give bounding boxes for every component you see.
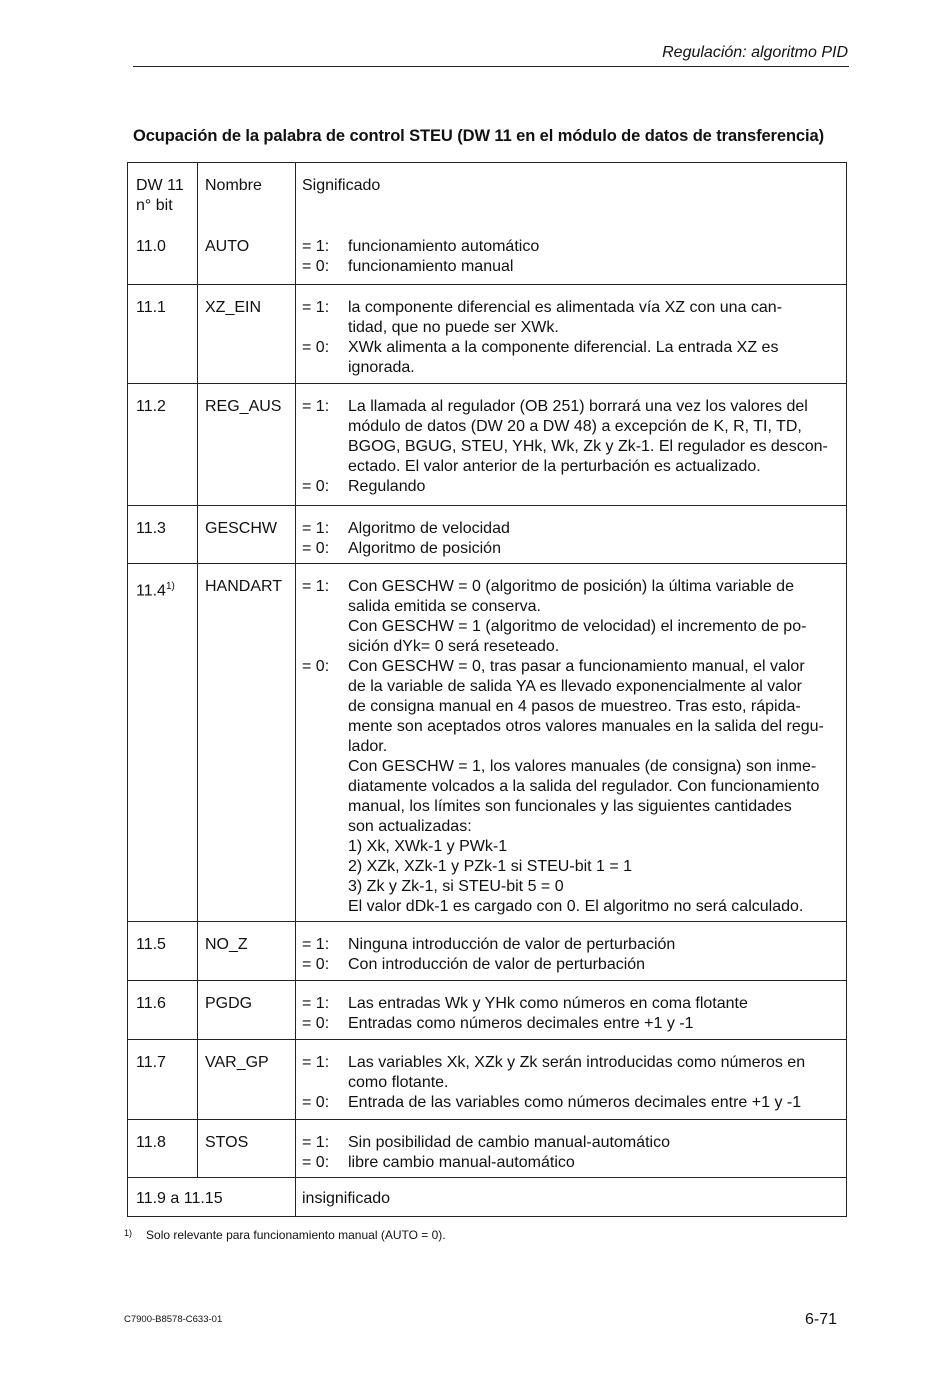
row-bit: 11.2	[128, 384, 198, 505]
entry-code: = 0:	[302, 956, 330, 973]
entry-text: Regulando	[348, 478, 426, 495]
entry-text: funcionamiento manual	[348, 258, 514, 275]
meaning-entry	[302, 1014, 840, 1034]
table-row	[128, 224, 846, 284]
entry-text: Con introducción de valor de perturbación	[348, 956, 646, 973]
entry-text: Algoritmo de posición	[348, 540, 501, 557]
header-meaning: Significado	[302, 177, 381, 194]
entry-text: XWk alimenta a la componente diferencial. La entrada XZ es ignorada.	[348, 339, 779, 376]
row-meaning	[296, 224, 846, 284]
entry-code: = 1:	[302, 936, 330, 953]
meaning-entry	[302, 237, 840, 257]
section-title: Ocupación de la palabra de control STEU (DW 11 en el módulo de datos de transferencia)	[133, 127, 824, 145]
entry-code: = 1:	[302, 995, 330, 1012]
footnote-mark: 1)	[124, 1228, 133, 1238]
meaning-entry	[302, 657, 840, 917]
row-meaning: insignificado	[302, 1190, 391, 1207]
entry-code: = 0:	[302, 258, 330, 275]
entry-text: Algoritmo de velocidad	[348, 520, 510, 537]
meaning-entry	[302, 577, 840, 657]
table-row-last	[128, 1177, 846, 1216]
row-name: STOS	[198, 1120, 296, 1177]
table-body	[128, 224, 846, 1177]
entry-code: = 1:	[302, 238, 330, 255]
header-bit: DW 11 n° bit	[128, 163, 198, 224]
footnote-text: Solo relevante para funcionamiento manual (AUTO = 0).	[146, 1228, 446, 1242]
entry-text: libre cambio manual-automático	[348, 1154, 575, 1171]
meaning-entry	[302, 477, 840, 497]
page-number: 6-71	[804, 1311, 837, 1328]
row-bit: 11.1	[128, 285, 198, 383]
table-row	[128, 921, 846, 980]
row-name: PGDG	[198, 981, 296, 1039]
table-row	[128, 383, 846, 505]
meaning-entry	[302, 1133, 840, 1153]
meaning-entry	[302, 539, 840, 559]
row-bit: 11.0	[128, 224, 198, 284]
row-bit: 11.9 a 11.15	[128, 1178, 296, 1216]
entry-code: = 1:	[302, 1134, 330, 1151]
row-bit: 11.7	[128, 1040, 198, 1119]
row-meaning	[296, 981, 846, 1039]
meaning-entry	[302, 1153, 840, 1173]
entry-text: Entrada de las variables como números decimales entre +1 y -1	[348, 1094, 802, 1111]
row-meaning	[296, 1040, 846, 1119]
row-bit: 11.4$^{1)}$	[128, 564, 198, 921]
table-row	[128, 1119, 846, 1177]
entry-code: = 0:	[302, 658, 330, 675]
entry-code: = 1:	[302, 1054, 330, 1071]
row-meaning	[296, 564, 846, 921]
entry-text: Con GESCHW = 0 (algoritmo de posición) la última variable de salida emitida se conserva. Con GESCHW = 1 (algoritmo de velocidad) el incremento de po- sición dYk= 0 será reseteado.	[348, 578, 807, 655]
row-name: GESCHW	[198, 506, 296, 563]
meaning-entry	[302, 397, 840, 477]
row-meaning	[296, 384, 846, 505]
row-bit: 11.6	[128, 981, 198, 1039]
row-bit: 11.5	[128, 922, 198, 980]
row-bit: 11.8	[128, 1120, 198, 1177]
row-name: XZ_EIN	[198, 285, 296, 383]
entry-code: = 0:	[302, 478, 330, 495]
meaning-entry	[302, 338, 840, 378]
meaning-entry	[302, 257, 840, 277]
entry-text: Sin posibilidad de cambio manual-automático	[348, 1134, 670, 1151]
footnote-ref: 1)	[165, 581, 175, 592]
row-meaning	[296, 1120, 846, 1177]
header-rule	[133, 66, 849, 67]
entry-text: la componente diferencial es alimentada vía XZ con una can- tidad, que no puede ser XWk.	[348, 299, 783, 336]
table-row	[128, 505, 846, 563]
table-row	[128, 980, 846, 1039]
table-row	[128, 1039, 846, 1119]
meaning-entry	[302, 298, 840, 338]
entry-text: Con GESCHW = 0, tras pasar a funcionamiento manual, el valor de la variable de salida YA es llevado exponencialmente al valor de consigna manual en 4 pasos de muestreo. Tras esto, rápida- mente son aceptados otros valores manuales en la salida del regu- lador. Con GESCHW = 1, los valores manuales (de consigna) son inme- diatamente volcados a la salida del regulador. Con funcionamiento manual, los límites son funcionales y las siguientes cantidades son actualizadas: 1) Xk, XWk-1 y PWk-1 2) XZk, XZk-1 y PZk-1 si STEU-bit 1 = 1 3) Zk y Zk-1, si STEU-bit 5 = 0 El valor dDk-1 es cargado con 0. El algoritmo no será calculado.	[348, 658, 824, 915]
footnote	[124, 1228, 446, 1242]
header-title: Regulación: algoritmo PID	[662, 44, 848, 61]
meaning-entry	[302, 1093, 840, 1113]
row-name: REG_AUS	[198, 384, 296, 505]
row-meaning	[296, 285, 846, 383]
entry-text: Ninguna introducción de valor de perturbación	[348, 936, 676, 953]
row-name: HANDART	[198, 564, 296, 921]
table-row	[128, 563, 846, 921]
entry-code: = 1:	[302, 299, 330, 316]
entry-text: La llamada al regulador (OB 251) borrará una vez los valores del módulo de datos (DW 20 a DW 48) a excepción de K, R, TI, TD, BGOG, BGUG, STEU, YHk, Wk, Zk y Zk-1. El regulador es descon- ectado. El valor anterior de la perturbación es actualizado.	[348, 398, 828, 475]
table-row	[128, 284, 846, 383]
header-name: Nombre	[198, 163, 296, 224]
entry-code: = 0:	[302, 339, 330, 356]
meaning-entry	[302, 935, 840, 955]
entry-text: Entradas como números decimales entre +1 y -1	[348, 1015, 694, 1032]
meaning-entry	[302, 955, 840, 975]
entry-code: = 0:	[302, 540, 330, 557]
entry-code: = 0:	[302, 1015, 330, 1032]
row-name: VAR_GP	[198, 1040, 296, 1119]
steu-table	[127, 162, 847, 1217]
entry-code: = 1:	[302, 520, 330, 537]
meaning-entry	[302, 1053, 840, 1093]
entry-code: = 0:	[302, 1094, 330, 1111]
row-meaning	[296, 506, 846, 563]
entry-text: funcionamiento automático	[348, 238, 540, 255]
meaning-entry	[302, 519, 840, 539]
row-name: NO_Z	[198, 922, 296, 980]
meaning-entry	[302, 994, 840, 1014]
row-name: AUTO	[198, 224, 296, 284]
entry-code: = 1:	[302, 578, 330, 595]
entry-text: Las variables Xk, XZk y Zk serán introducidas como números en como flotante.	[348, 1054, 806, 1091]
entry-text: Las entradas Wk y YHk como números en coma flotante	[348, 995, 748, 1012]
row-bit: 11.3	[128, 506, 198, 563]
row-meaning	[296, 922, 846, 980]
doc-id: C7900-B8578-C633-01	[124, 1314, 223, 1325]
table-header-row	[128, 163, 846, 224]
entry-code: = 1:	[302, 398, 330, 415]
entry-code: = 0:	[302, 1154, 330, 1171]
